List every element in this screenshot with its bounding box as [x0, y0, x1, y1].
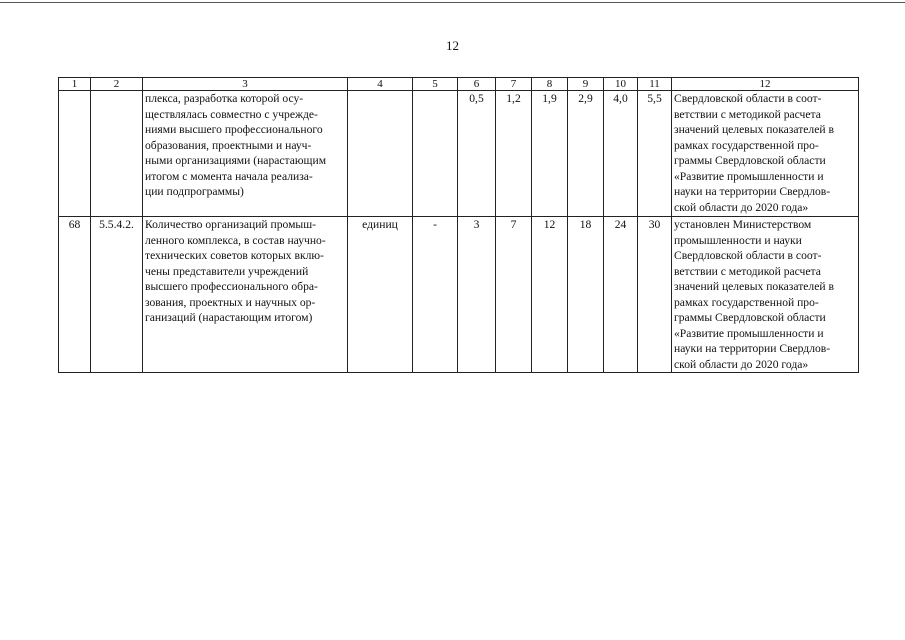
row-number-cell: 68 [59, 217, 91, 373]
table-row [59, 91, 859, 217]
value-cell: 12 [532, 217, 568, 373]
value-cell: 30 [638, 217, 672, 373]
header-cell: 9 [568, 78, 604, 91]
row-number-cell [59, 91, 91, 217]
base-value-cell: - [413, 217, 458, 373]
value-cell: 5,5 [638, 91, 672, 217]
description-cell: плекса, разработка которой осу- ществлялась совместно с учрежде- ниями высшего профессионального образования, проектными и науч- ными организациями (нарастающим итогом с момента начала реализа- ции подпрограммы) [143, 91, 348, 217]
code-cell [91, 91, 143, 217]
header-cell: 11 [638, 78, 672, 91]
header-cell: 4 [348, 78, 413, 91]
header-cell: 12 [672, 78, 859, 91]
table-row [59, 217, 859, 373]
value-cell: 0,5 [458, 91, 496, 217]
header-cell: 6 [458, 78, 496, 91]
code-cell: 5.5.4.2. [91, 217, 143, 373]
value-cell: 1,9 [532, 91, 568, 217]
page-number: 12 [446, 38, 459, 53]
value-cell: 7 [496, 217, 532, 373]
header-cell: 3 [143, 78, 348, 91]
value-cell: 2,9 [568, 91, 604, 217]
value-cell: 3 [458, 217, 496, 373]
value-cell: 18 [568, 217, 604, 373]
description-cell: Количество организаций промыш- ленного комплекса, в состав научно- технических советов которых вклю- чены представители учреждений высшего профессионального обра- зования, проектных и научных ор- ганизаций (нарастающим итогом) [143, 217, 348, 373]
header-cell: 5 [413, 78, 458, 91]
header-cell: 10 [604, 78, 638, 91]
header-cell: 2 [91, 78, 143, 91]
page-top-border [0, 2, 905, 3]
source-cell: Свердловской области в соот- ветствии с методикой расчета значений целевых показателей в рамках государственной про- граммы Свердловской области «Развитие промышленности и науки на территории Свердлов- ской области до 2020 года» [672, 91, 859, 217]
source-cell: установлен Министерством промышленности и науки Свердловской области в соот- ветствии с методикой расчета значений целевых показателей в рамках государственной про- граммы Свердловской области «Развитие промышленности и науки на территории Свердлов- ской области до 2020 года» [672, 217, 859, 373]
unit-cell [348, 91, 413, 217]
value-cell: 1,2 [496, 91, 532, 217]
unit-cell: единиц [348, 217, 413, 373]
base-value-cell [413, 91, 458, 217]
header-cell: 7 [496, 78, 532, 91]
table-header-row [59, 78, 859, 91]
value-cell: 24 [604, 217, 638, 373]
header-cell: 1 [59, 78, 91, 91]
header-cell: 8 [532, 78, 568, 91]
value-cell: 4,0 [604, 91, 638, 217]
indicators-table [58, 77, 859, 373]
